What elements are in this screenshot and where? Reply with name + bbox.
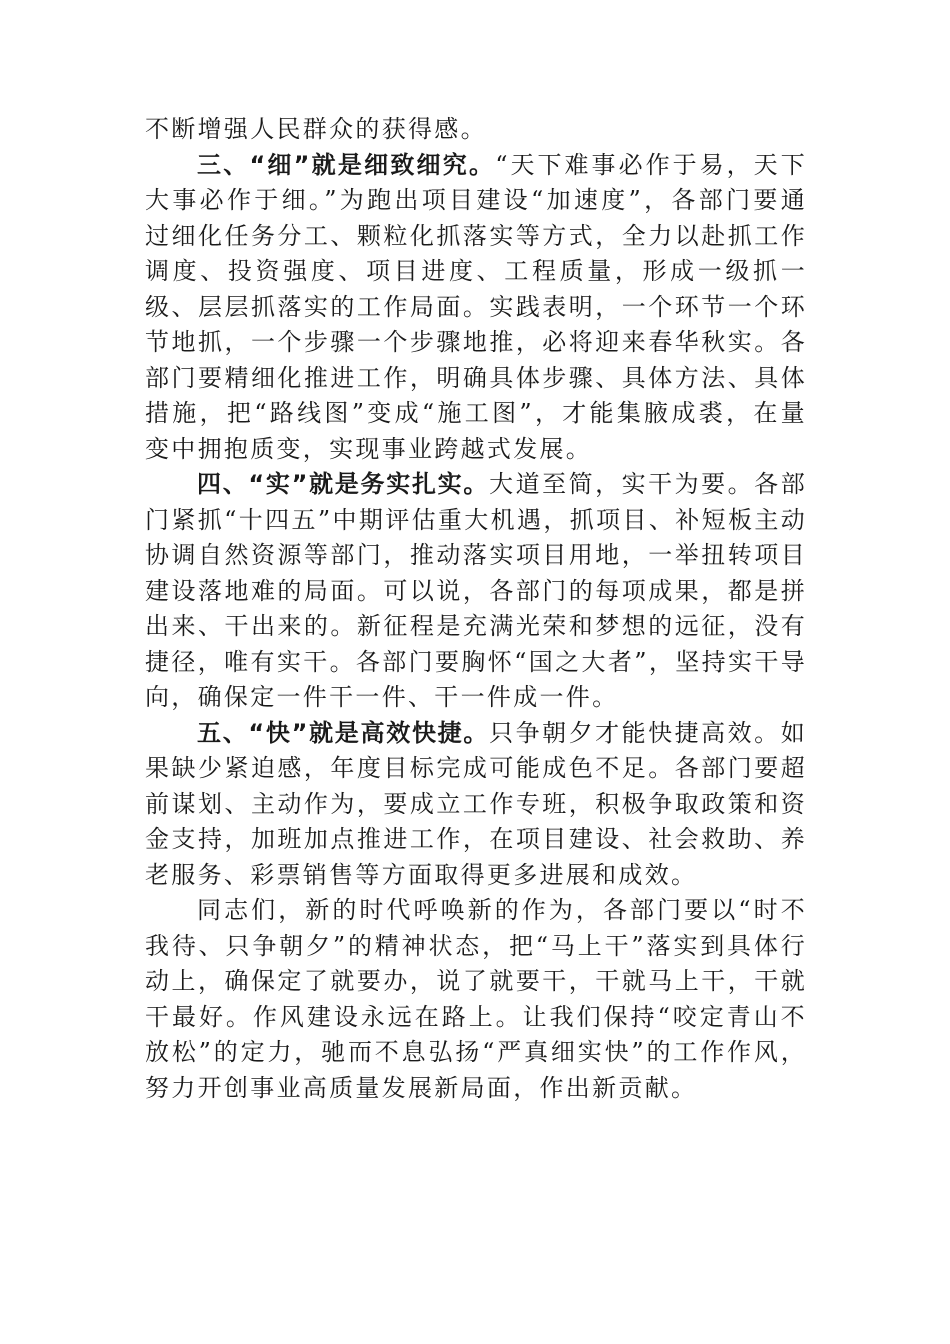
paragraph-closing	[145, 893, 807, 1106]
paragraph-text: 同志们，新的时代呼唤新的作为，各部门要以“时不我待、只争朝夕”的精神状态，把“马上干”落实到具体行动上，确保定了就要办，说了就要干，干就马上干，干就干最好。作风建设永远在路上。让我们保持“咬定青山不放松”的定力，驰而不息弘扬“严真细实快”的工作作风，努力开创事业高质量发展新局面，作出新贡献。	[145, 896, 807, 1102]
paragraph-section-four	[145, 467, 807, 716]
paragraph-text: 不断增强人民群众的获得感。	[145, 115, 487, 143]
paragraph-text: 只争朝夕才能快捷高效。如果缺少紧迫感，年度目标完成可能成色不足。各部门要超前谋划、主动作为，要成立工作专班，积极争取政策和资金支持，加班加点推进工作，在项目建设、社会救助、养老服务、彩票销售等方面取得更多进展和成效。	[145, 718, 807, 889]
section-heading: 三、“细”就是细致细究。	[197, 150, 496, 179]
section-heading: 四、“实”就是务实扎实。	[197, 470, 490, 498]
paragraph-section-three	[145, 148, 807, 468]
body-text	[145, 112, 807, 1106]
paragraph-text: “天下难事必作于易，天下大事必作于细。”为跑出项目建设“加速度”，各部门要通过细化任务分工、颗粒化抓落实等方式，全力以赴抓工作调度、投资强度、项目进度、工程质量，形成一级抓一级、层层抓落实的工作局面。实践表明，一个环节一个环节地抓，一个步骤一个步骤地推，必将迎来春华秋实。各部门要精细化推进工作，明确具体步骤、具体方法、具体措施，把“路线图”变成“施工图”，才能集腋成裘，在量变中拥抱质变，实现事业跨越式发展。	[145, 150, 808, 463]
paragraph-section-five	[145, 716, 807, 894]
section-heading: 五、“快”就是高效快捷。	[197, 718, 490, 747]
paragraph-continuation	[145, 112, 807, 148]
paragraph-text: 大道至简，实干为要。各部门紧抓“十四五”中期评估重大机遇，抓项目、补短板主动协调自然资源等部门，推动落实项目用地，一举扭转项目建设落地难的局面。可以说，各部门的每项成果，都是拼出来、干出来的。新征程是充满光荣和梦想的远征，没有捷径，唯有实干。各部门要胸怀“国之大者”，坚持实干导向，确保定一件干一件、干一件成一件。	[145, 470, 807, 711]
